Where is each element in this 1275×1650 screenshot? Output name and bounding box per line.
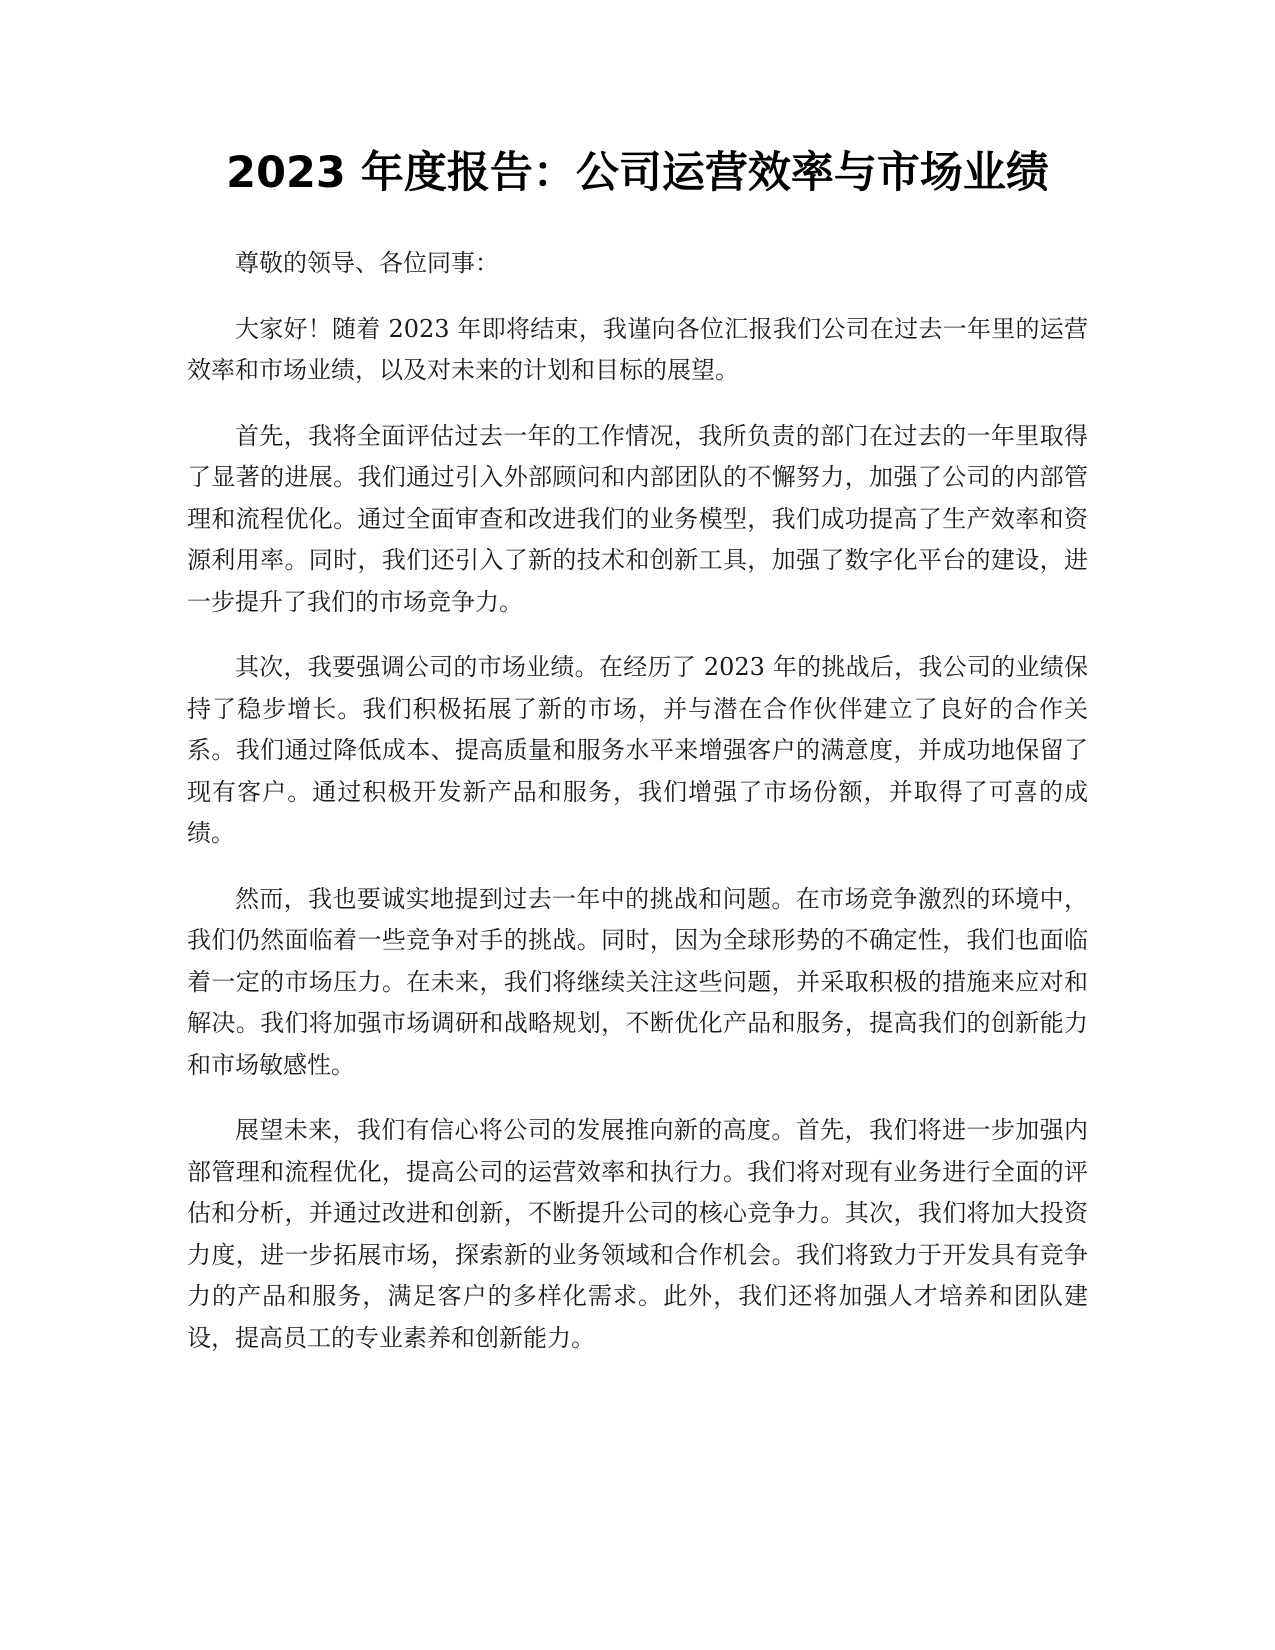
salutation: 尊敬的领导、各位同事： (235, 249, 499, 277)
paragraph-challenges: 然而，我也要诚实地提到过去一年中的挑战和问题。在市场竞争激烈的环境中，我们仍然面临着一些竞争对手的挑战。同时，因为全球形势的不确定性，我们也面临着一定的市场压力。在未来，我们将继续关注这些问题，并采取积极的措施来应对和解决。我们将加强市场调研和战略规划，不断优化产品和服务，提高我们的创新能力和市场敏感性。 (187, 884, 1088, 1079)
paragraph-outlook: 展望未来，我们有信心将公司的发展推向新的高度。首先，我们将进一步加强内部管理和流程优化，提高公司的运营效率和执行力。我们将对现有业务进行全面的评估和分析，并通过改进和创新，不断提升公司的核心竞争力。其次，我们将加大投资力度，进一步拓展市场，探索新的业务领域和合作机会。我们将致力于开发具有竞争力的产品和服务，满足客户的多样化需求。此外，我们还将加强人才培养和团队建设，提高员工的专业素养和创新能力。 (187, 1116, 1088, 1352)
paragraph-intro: 大家好！随着 2023 年即将结束，我谨向各位汇报我们公司在过去一年里的运营效率和市场业绩，以及对未来的计划和目标的展望。 (187, 314, 1088, 384)
document-body (187, 243, 1088, 1383)
document-title: 2023 年度报告：公司运营效率与市场业绩 (226, 148, 1049, 198)
paragraph-review: 首先，我将全面评估过去一年的工作情况，我所负责的部门在过去的一年里取得了显著的进展。我们通过引入外部顾问和内部团队的不懈努力，加强了公司的内部管理和流程优化。通过全面审查和改进我们的业务模型，我们成功提高了生产效率和资源利用率。同时，我们还引入了新的技术和创新工具，加强了数字化平台的建设，进一步提升了我们的市场竞争力。 (187, 421, 1088, 616)
paragraph-market-performance: 其次，我要强调公司的市场业绩。在经历了 2023 年的挑战后，我公司的业绩保持了稳步增长。我们积极拓展了新的市场，并与潜在合作伙伴建立了良好的合作关系。我们通过降低成本、提高质量和服务水平来增强客户的满意度，并成功地保留了现有客户。通过积极开发新产品和服务，我们增强了市场份额，并取得了可喜的成绩。 (187, 653, 1088, 847)
